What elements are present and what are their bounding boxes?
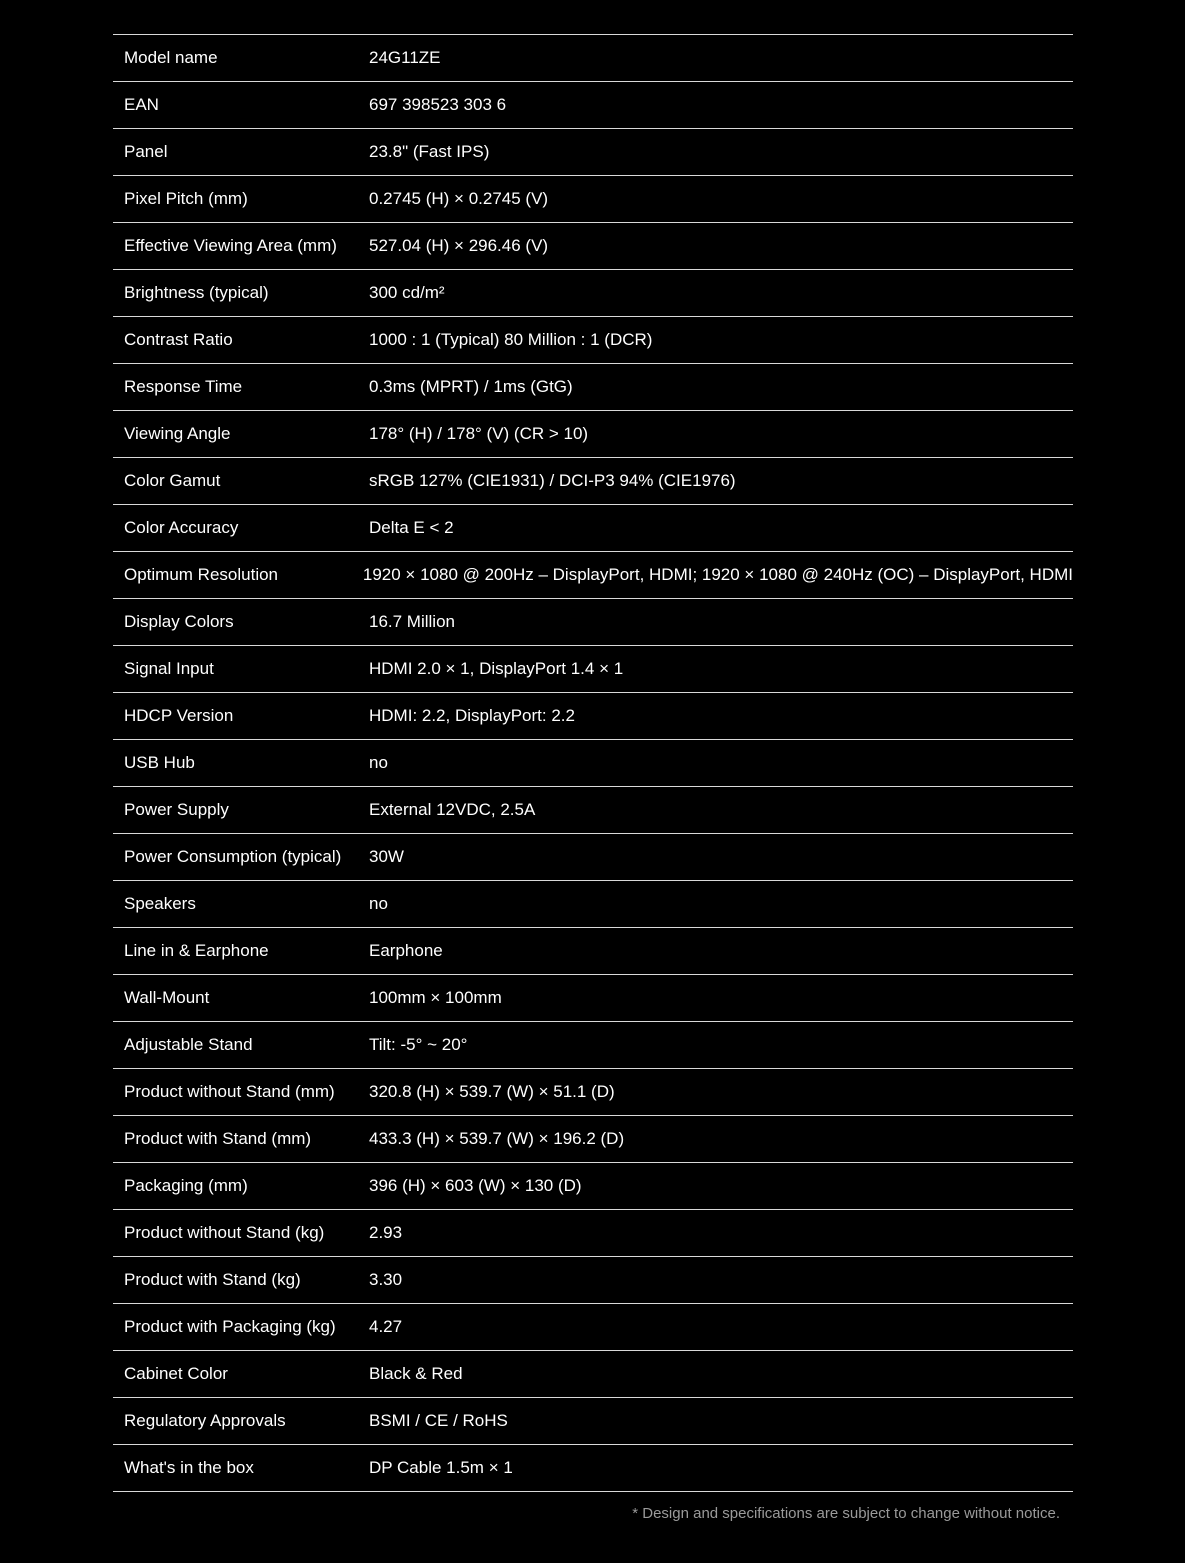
spec-row <box>113 1445 1073 1492</box>
spec-row <box>113 552 1073 599</box>
spec-label: Product with Packaging (kg) <box>124 1317 336 1336</box>
spec-row <box>113 176 1073 223</box>
spec-row <box>113 1257 1073 1304</box>
spec-row <box>113 1163 1073 1210</box>
spec-value: 527.04 (H) × 296.46 (V) <box>369 236 549 255</box>
spec-label: Color Accuracy <box>124 518 239 537</box>
spec-row <box>113 1069 1073 1116</box>
spec-value: no <box>369 753 388 772</box>
spec-label: Packaging (mm) <box>124 1176 248 1195</box>
spec-row <box>113 1210 1073 1257</box>
spec-label: Response Time <box>124 377 243 396</box>
spec-value: Earphone <box>369 941 443 960</box>
spec-value: Black & Red <box>369 1364 463 1383</box>
spec-label: USB Hub <box>124 753 195 772</box>
spec-row <box>113 364 1073 411</box>
spec-label: Color Gamut <box>124 471 221 490</box>
spec-row <box>113 1116 1073 1163</box>
disclaimer-footnote: * Design and specifications are subject to change without notice. <box>632 1505 1060 1522</box>
spec-row <box>113 35 1073 82</box>
spec-value: DP Cable 1.5m × 1 <box>369 1458 513 1477</box>
spec-row <box>113 928 1073 975</box>
spec-label: Power Supply <box>124 800 229 819</box>
spec-label: Signal Input <box>124 659 214 678</box>
spec-value: 4.27 <box>369 1317 403 1336</box>
spec-row <box>113 834 1073 881</box>
spec-row <box>113 458 1073 505</box>
spec-label: Line in & Earphone <box>124 941 269 960</box>
spec-label: Product with Stand (mm) <box>124 1129 312 1148</box>
spec-value: HDMI: 2.2, DisplayPort: 2.2 <box>369 706 575 725</box>
spec-value: Delta E < 2 <box>369 518 454 537</box>
spec-row <box>113 740 1073 787</box>
spec-row <box>113 693 1073 740</box>
spec-value: 178° (H) / 178° (V) (CR > 10) <box>369 424 589 443</box>
spec-value: 396 (H) × 603 (W) × 130 (D) <box>369 1176 582 1195</box>
spec-label: Regulatory Approvals <box>124 1411 286 1430</box>
spec-value: 16.7 Million <box>369 612 455 631</box>
spec-row <box>113 975 1073 1022</box>
spec-value: 1000 : 1 (Typical) 80 Million : 1 (DCR) <box>369 330 653 349</box>
spec-label: Power Consumption (typical) <box>124 847 342 866</box>
spec-value: 0.3ms (MPRT) / 1ms (GtG) <box>369 377 573 396</box>
spec-value: 697 398523 303 6 <box>369 95 507 114</box>
spec-value: 2.93 <box>369 1223 403 1242</box>
spec-row <box>113 223 1073 270</box>
spec-row <box>113 129 1073 176</box>
spec-label: HDCP Version <box>124 706 234 725</box>
spec-value: 300 cd/m² <box>369 283 445 302</box>
spec-value: External 12VDC, 2.5A <box>369 800 536 819</box>
spec-value: 0.2745 (H) × 0.2745 (V) <box>369 189 549 208</box>
spec-value: HDMI 2.0 × 1, DisplayPort 1.4 × 1 <box>369 659 624 678</box>
spec-label: Panel <box>124 142 168 161</box>
spec-value: 30W <box>369 847 404 866</box>
spec-label: Wall-Mount <box>124 988 210 1007</box>
spec-value: 3.30 <box>369 1270 403 1289</box>
spec-value: 100mm × 100mm <box>369 988 502 1007</box>
spec-label: Product without Stand (kg) <box>124 1223 325 1242</box>
spec-value: BSMI / CE / RoHS <box>369 1411 508 1430</box>
spec-row <box>113 1022 1073 1069</box>
spec-label: Model name <box>124 48 218 67</box>
spec-row <box>113 82 1073 129</box>
spec-row <box>113 1398 1073 1445</box>
spec-value: sRGB 127% (CIE1931) / DCI-P3 94% (CIE1976) <box>369 471 736 490</box>
spec-row <box>113 1304 1073 1351</box>
spec-row <box>113 646 1073 693</box>
spec-value: 1920 × 1080 @ 200Hz – DisplayPort, HDMI; 1920 × 1080 @ 240Hz (OC) – DisplayPort, HDMI <box>362 565 1073 584</box>
spec-label: Viewing Angle <box>124 424 231 443</box>
spec-row <box>113 881 1073 928</box>
spec-label: What's in the box <box>124 1458 254 1477</box>
spec-row <box>113 599 1073 646</box>
spec-row <box>113 270 1073 317</box>
spec-value: 433.3 (H) × 539.7 (W) × 196.2 (D) <box>369 1129 625 1148</box>
spec-row <box>113 317 1073 364</box>
spec-row <box>113 787 1073 834</box>
spec-value: 320.8 (H) × 539.7 (W) × 51.1 (D) <box>369 1082 615 1101</box>
spec-table <box>113 34 1073 1492</box>
spec-row <box>113 411 1073 458</box>
spec-label: Speakers <box>124 894 196 913</box>
spec-label: Contrast Ratio <box>124 330 233 349</box>
spec-value: Tilt: -5° ~ 20° <box>369 1035 468 1054</box>
spec-value: no <box>369 894 388 913</box>
spec-value: 23.8" (Fast IPS) <box>369 142 490 161</box>
spec-label: Pixel Pitch (mm) <box>124 189 248 208</box>
spec-row <box>113 505 1073 552</box>
spec-label: Product with Stand (kg) <box>124 1270 301 1289</box>
spec-label: Adjustable Stand <box>124 1035 253 1054</box>
spec-label: Product without Stand (mm) <box>124 1082 335 1101</box>
spec-label: Brightness (typical) <box>124 283 269 302</box>
spec-label: Optimum Resolution <box>124 565 279 584</box>
spec-value: 24G11ZE <box>369 48 441 67</box>
spec-label: Display Colors <box>124 612 234 631</box>
spec-row <box>113 1351 1073 1398</box>
spec-label: Cabinet Color <box>124 1364 228 1383</box>
spec-label: EAN <box>124 95 159 114</box>
spec-label: Effective Viewing Area (mm) <box>124 236 337 255</box>
